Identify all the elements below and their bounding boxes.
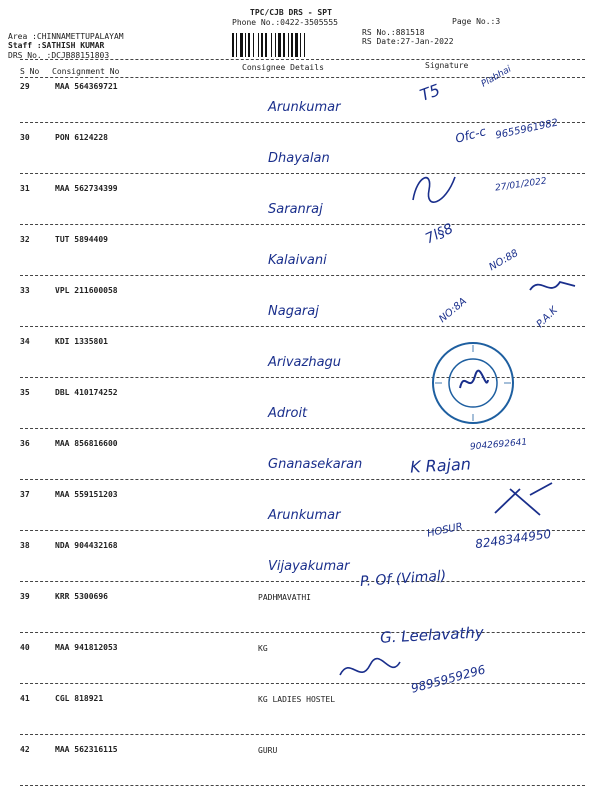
signature-37: 9042692641 [469, 437, 528, 453]
phone-number: Phone No.:0422-3505555 [232, 18, 338, 27]
row-divider [20, 224, 585, 225]
barcode-bar [240, 33, 243, 57]
signature-29a: T5 [417, 80, 443, 105]
barcode-bar [271, 33, 272, 57]
staff-label: Staff :SATHISH KUMAR [8, 41, 105, 50]
row-divider [20, 683, 585, 684]
signature-42: 9895959296 [409, 662, 487, 696]
row-consignee-handwritten: Saranraj [268, 202, 323, 217]
signature-scribble-33 [525, 270, 580, 300]
row-consignment-no: KRR 5300696 [55, 592, 108, 601]
signature-29b: Plabhai [479, 64, 514, 90]
row-divider [20, 632, 585, 633]
signature-32: 7l§8 [422, 220, 456, 248]
signature-41: G. Leelavathy [379, 623, 485, 647]
signature-34b: P.A.K [534, 304, 560, 331]
row-sno: 35 [20, 388, 30, 397]
row-consignment-no: KDI 1335801 [55, 337, 108, 346]
row-sno: 39 [20, 592, 30, 601]
company-stamp [430, 340, 516, 426]
signature-30b: 9655961982 [494, 117, 560, 142]
row-consignee-typed: KG [258, 644, 268, 653]
signature-30a: Ofc-c [453, 124, 488, 146]
row-divider [20, 428, 585, 429]
barcode-bar [232, 33, 234, 57]
row-sno: 41 [20, 694, 30, 703]
row-divider [20, 530, 585, 531]
row-divider [20, 326, 585, 327]
row-consignee-handwritten: Vijayakumar [268, 559, 350, 574]
barcode-bar [236, 33, 237, 57]
row-divider [20, 173, 585, 174]
row-sno: 40 [20, 643, 30, 652]
row-sno: 31 [20, 184, 30, 193]
barcode-bar [283, 33, 285, 57]
row-divider [20, 275, 585, 276]
col-consignment: Consignment No [52, 67, 120, 76]
row-divider [20, 734, 585, 735]
barcode-bar [253, 33, 254, 57]
row-consignee-typed: KG LADIES HOSTEL [258, 695, 336, 704]
col-sno: S No [20, 67, 40, 76]
drs-number: DRS No. :DCJB88151803 [8, 51, 110, 60]
row-sno: 32 [20, 235, 30, 244]
barcode-bar [265, 33, 267, 57]
area-label: Area :CHINNAMETTUPALAYAM [8, 32, 124, 41]
barcode-bar [245, 33, 246, 57]
row-sno: 34 [20, 337, 30, 346]
row-consignee-handwritten: Adroit [268, 406, 308, 421]
barcode-bar [261, 33, 263, 57]
row-consignment-no: CGL 818921 [55, 694, 104, 703]
row-divider [20, 785, 585, 786]
col-signature: Signature [425, 61, 469, 70]
row-sno: 29 [20, 82, 30, 91]
row-sno: 38 [20, 541, 30, 550]
row-consignee-typed: PADHMAVATHI [258, 593, 311, 602]
row-consignment-no: TUT 5894409 [55, 235, 108, 244]
row-sno: 42 [20, 745, 30, 754]
row-divider [20, 122, 585, 123]
barcode-bar [295, 33, 298, 57]
row-consignment-no: MAA 562316115 [55, 745, 118, 754]
row-consignee-handwritten: Nagaraj [268, 304, 319, 319]
document-title: TPC/CJB DRS - SPT [250, 8, 332, 17]
barcode-bar [291, 33, 293, 57]
row-consignee-handwritten: Arivazhagu [268, 355, 342, 370]
row-sno: 33 [20, 286, 30, 295]
row-sno: 36 [20, 439, 30, 448]
header-divider-top [20, 59, 585, 60]
row-consignment-no: MAA 856816600 [55, 439, 118, 448]
rs-date: RS Date:27-Jan-2022 [362, 37, 454, 46]
barcode-bar [275, 33, 276, 57]
row-consignee-typed: GURU [258, 746, 278, 755]
signature-40: P. Of (Vimal) [359, 568, 447, 590]
signature-33: NO:88 [487, 247, 521, 274]
page-number: Page No.:3 [452, 17, 501, 26]
signature-39a: HOSUR [426, 521, 464, 540]
row-sno: 37 [20, 490, 30, 499]
col-consignee: Consignee Details [242, 63, 324, 72]
rs-number: RS No.:881518 [362, 28, 425, 37]
row-consignment-no: NDA 904432168 [55, 541, 118, 550]
row-consignment-no: MAA 941812053 [55, 643, 118, 652]
signature-scribble-31 [405, 165, 465, 210]
signature-31: 27/01/2022 [494, 176, 548, 194]
row-consignment-no: MAA 562734399 [55, 184, 118, 193]
row-consignee-handwritten: Kalaivani [268, 253, 327, 268]
signature-39b: 8248344950 [474, 526, 552, 552]
row-sno: 30 [20, 133, 30, 142]
barcode-bar [288, 33, 289, 57]
row-consignment-no: DBL 410174252 [55, 388, 118, 397]
signature-38: K Rajan [409, 454, 472, 477]
barcode-bar [304, 33, 305, 57]
signature-scribble-42 [335, 650, 405, 690]
row-consignment-no: VPL 211600058 [55, 286, 118, 295]
row-consignment-no: MAA 559151203 [55, 490, 118, 499]
signature-scribble-38 [490, 475, 560, 525]
row-consignee-handwritten: Arunkumar [268, 508, 341, 523]
barcode-bar [248, 33, 250, 57]
barcode-bar [278, 33, 281, 57]
row-consignee-handwritten: Arunkumar [268, 100, 341, 115]
barcode-bar [258, 33, 259, 57]
row-consignee-handwritten: Gnanasekaran [268, 457, 363, 472]
row-consignee-handwritten: Dhayalan [268, 151, 330, 166]
barcode [230, 33, 350, 57]
row-consignment-no: MAA 564369721 [55, 82, 118, 91]
barcode-bar [300, 33, 301, 57]
row-divider [20, 581, 585, 582]
row-consignment-no: PON 6124228 [55, 133, 108, 142]
signature-34: NO:8A [437, 295, 469, 326]
